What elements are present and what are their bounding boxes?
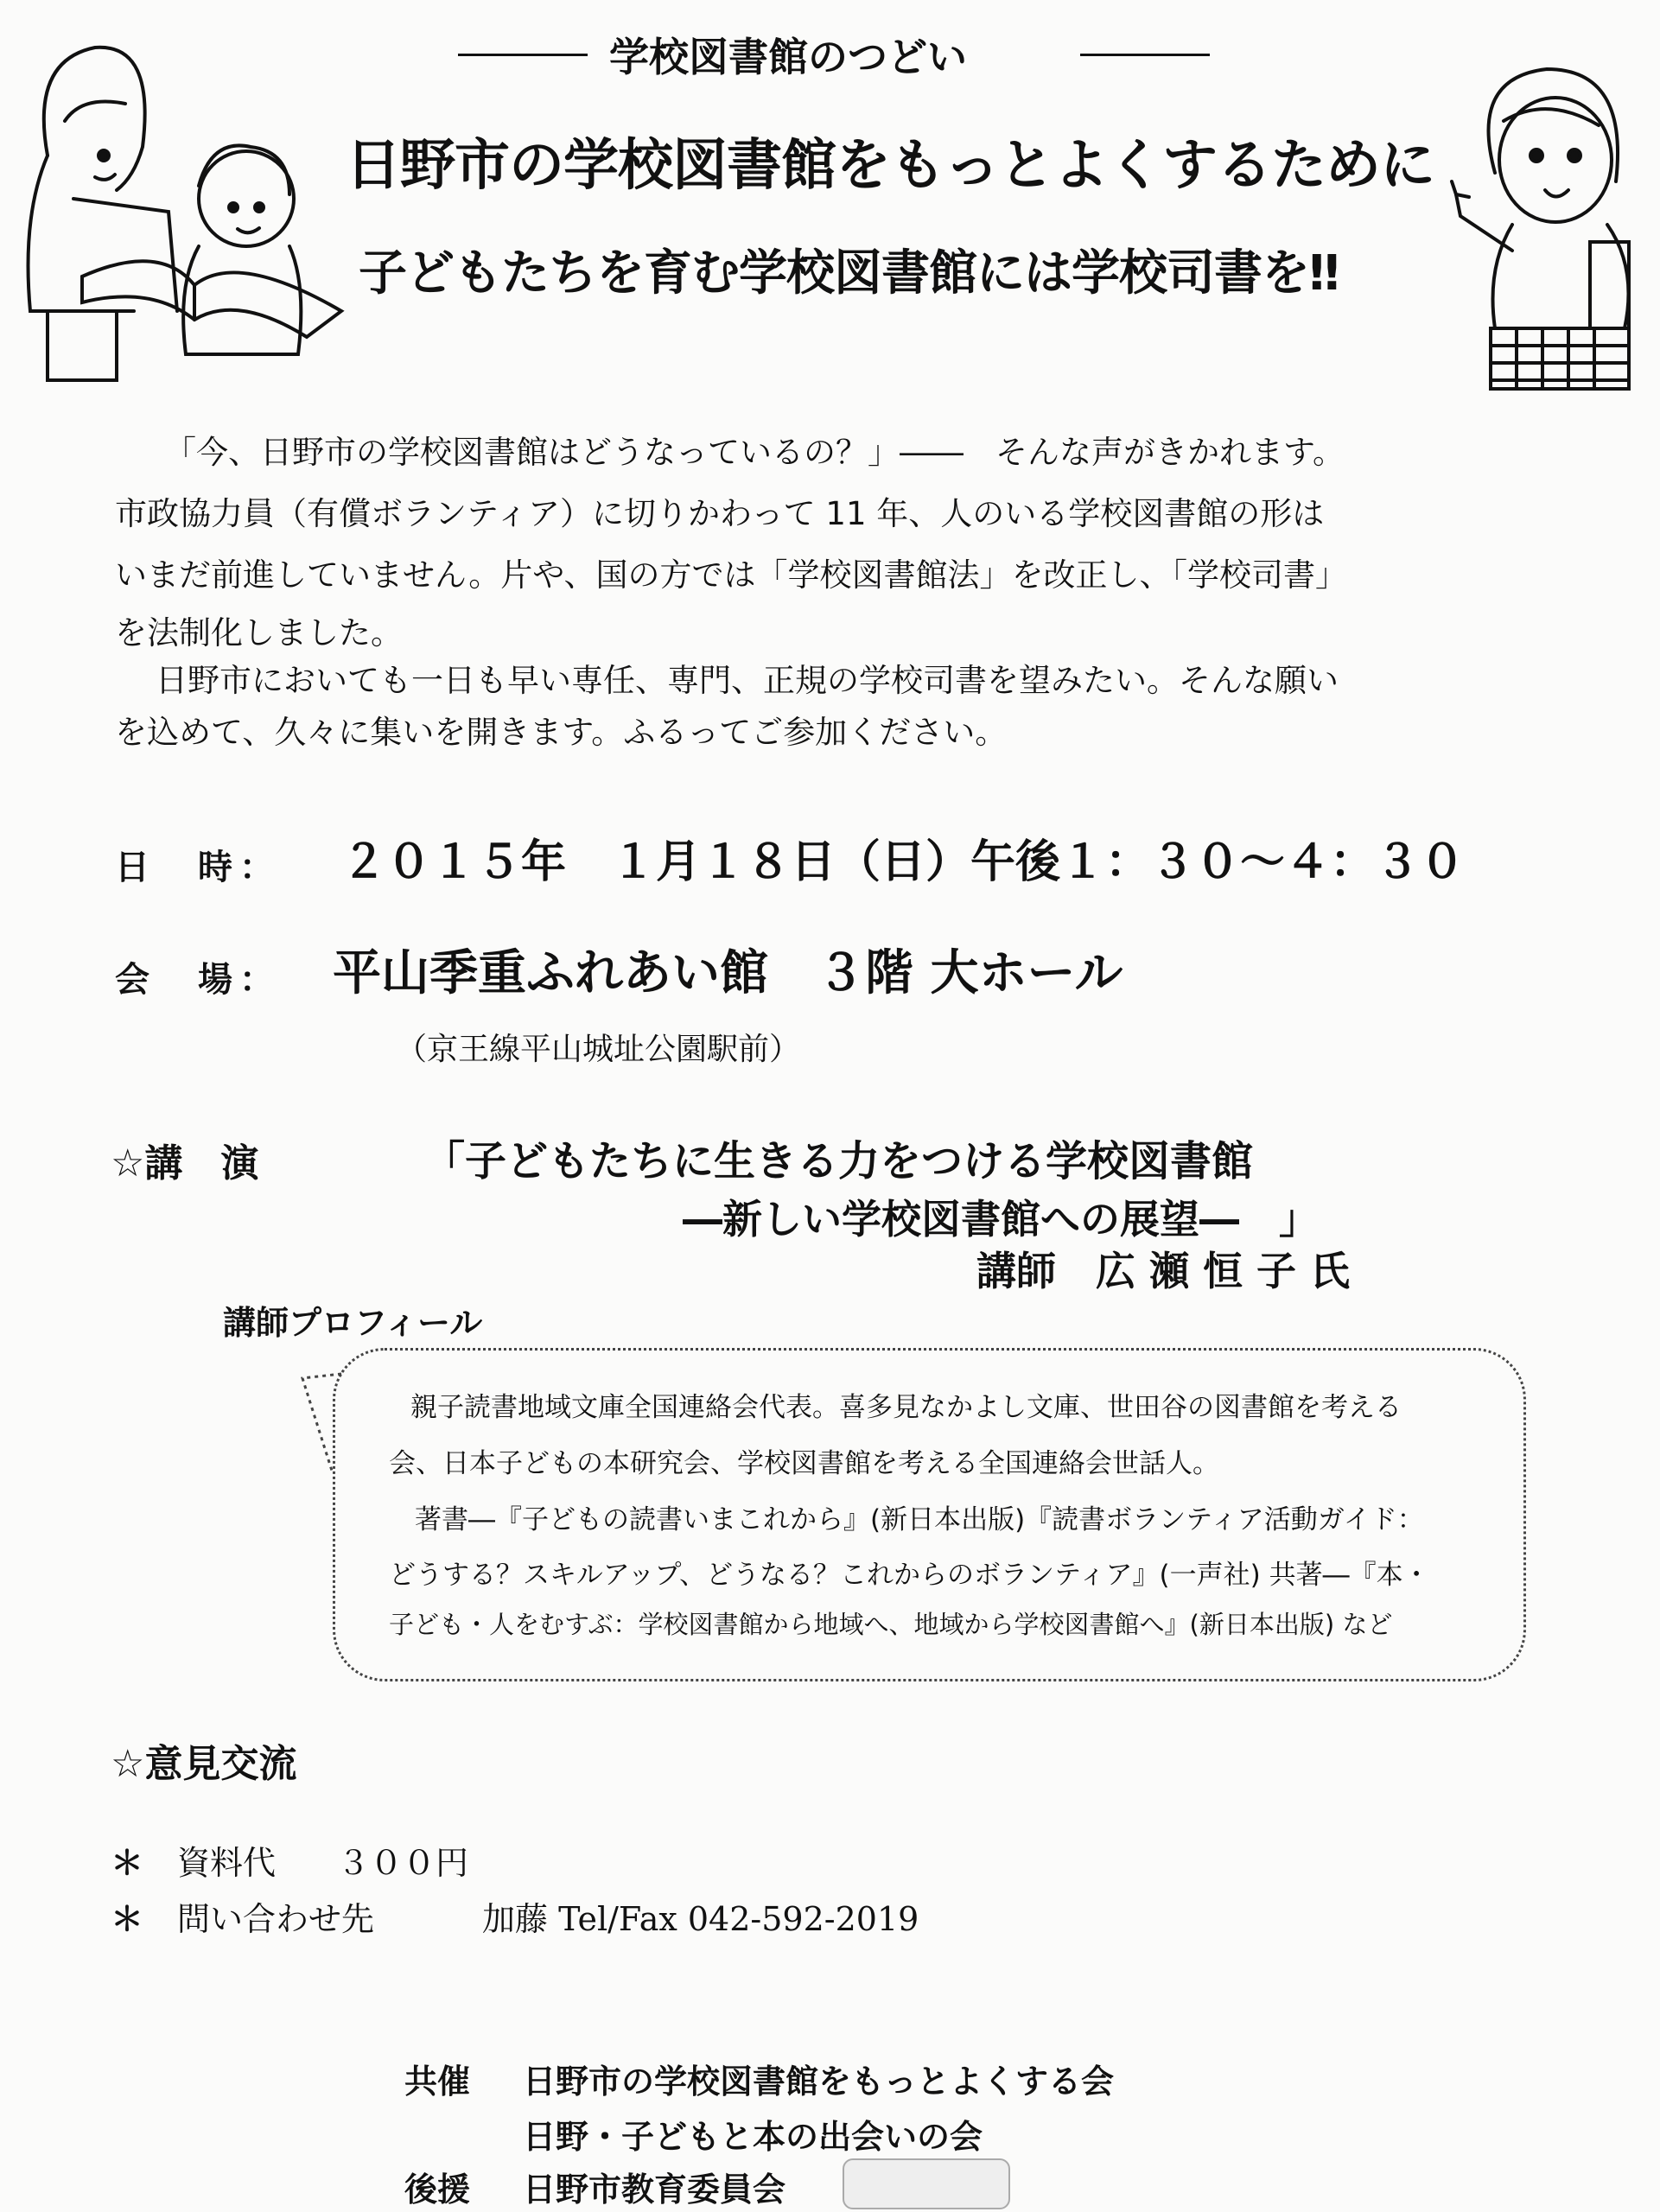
date-label: 日 時：: [115, 848, 281, 887]
note-bullet-contact: ＊: [111, 1900, 144, 1938]
intro-line-1: 「今、日野市の学校図書館はどうなっているの？」―― そんな声がきかれます。: [164, 434, 1345, 471]
lecture-title-line-2: ―新しい学校図書館への展望― 」: [683, 1196, 1319, 1243]
intro-line-2: 市政協力員（有償ボランティア）に切りかわって 11 年、人のいる学校図書館の形は: [115, 495, 1325, 532]
page-subtitle: 子どもたちを育む学校図書館には学校司書を‼: [359, 245, 1339, 302]
lecture-title-line-1: 「子どもたちに生きる力をつける学校図書館: [423, 1137, 1254, 1185]
note-bullet-fee: ＊: [111, 1844, 144, 1882]
support-organization: 日野市教育委員会: [523, 2171, 786, 2209]
profile-line-1: 親子読書地域文庫全国連絡会代表。喜多見なかよし文庫、世田谷の図書館を考える: [410, 1392, 1402, 1423]
lecture-speaker: 講師 広 瀬 恒 子 氏: [976, 1248, 1351, 1294]
header-rule-left: [458, 54, 588, 56]
support-label: 後援: [404, 2171, 471, 2209]
page-title: 日野市の学校図書館をもっとよくするために: [346, 134, 1434, 198]
lecture-label: ☆講 演: [111, 1141, 259, 1185]
note-contact-value: 加藤 Tel/Fax 042-592-2019: [482, 1900, 919, 1938]
intro-line-5: 日野市においても一日も早い専任、専門、正規の学校司書を望みたい。そんな願い: [156, 662, 1339, 699]
stamp-mark: [843, 2158, 1010, 2209]
profile-line-3: 著書―『子どもの読書いまこれから』(新日本出版)『読書ボランティア活動ガイド：: [415, 1504, 1424, 1535]
intro-line-6: を込めて、久々に集いを開きます。ふるってご参加ください。: [115, 714, 1008, 751]
discussion-label: ☆意見交流: [111, 1742, 297, 1786]
date-value: ２０１５年 １月１８日（日）午後１：３０～４：３０: [341, 836, 1466, 888]
cohost-2: 日野・子どもと本の出会いの会: [523, 2118, 983, 2156]
venue-value: 平山季重ふれあい館 ３階 大ホール: [333, 945, 1123, 1001]
venue-label: 会 場：: [115, 960, 281, 1000]
profile-line-2: 会、日本子どもの本研究会、学校図書館を考える全国連絡会世話人。: [389, 1448, 1219, 1479]
note-contact-label: 問い合わせ先: [177, 1900, 375, 1938]
profile-line-5: 子ども・人をむすぶ：学校図書館から地域へ、地域から学校図書館へ』(新日本出版) など: [389, 1610, 1393, 1639]
event-name: 学校図書館のつどい: [609, 34, 967, 80]
intro-line-4: を法制化しました。: [115, 614, 403, 652]
reading-children-illustration: [13, 26, 359, 389]
cohost-1: 日野市の学校図書館をもっとよくする会: [523, 2063, 1115, 2101]
profile-line-4: どうする？スキルアップ、どうなる？これからのボランティア』(一声社) 共著―『本・: [389, 1560, 1430, 1591]
intro-line-3: いまだ前進していません。片や、国の方では「学校図書館法」を改正し、「学校司書」: [115, 556, 1347, 594]
cohost-label: 共催: [404, 2063, 471, 2101]
note-fee-value: ３００円: [337, 1844, 469, 1882]
header-rule-right: [1080, 54, 1210, 56]
girl-pointing-illustration: [1443, 43, 1659, 397]
note-fee-label: 資料代: [177, 1844, 277, 1882]
venue-access: （京王線平山城址公園駅前）: [396, 1032, 801, 1067]
profile-heading: 講師プロフィール: [223, 1304, 483, 1342]
